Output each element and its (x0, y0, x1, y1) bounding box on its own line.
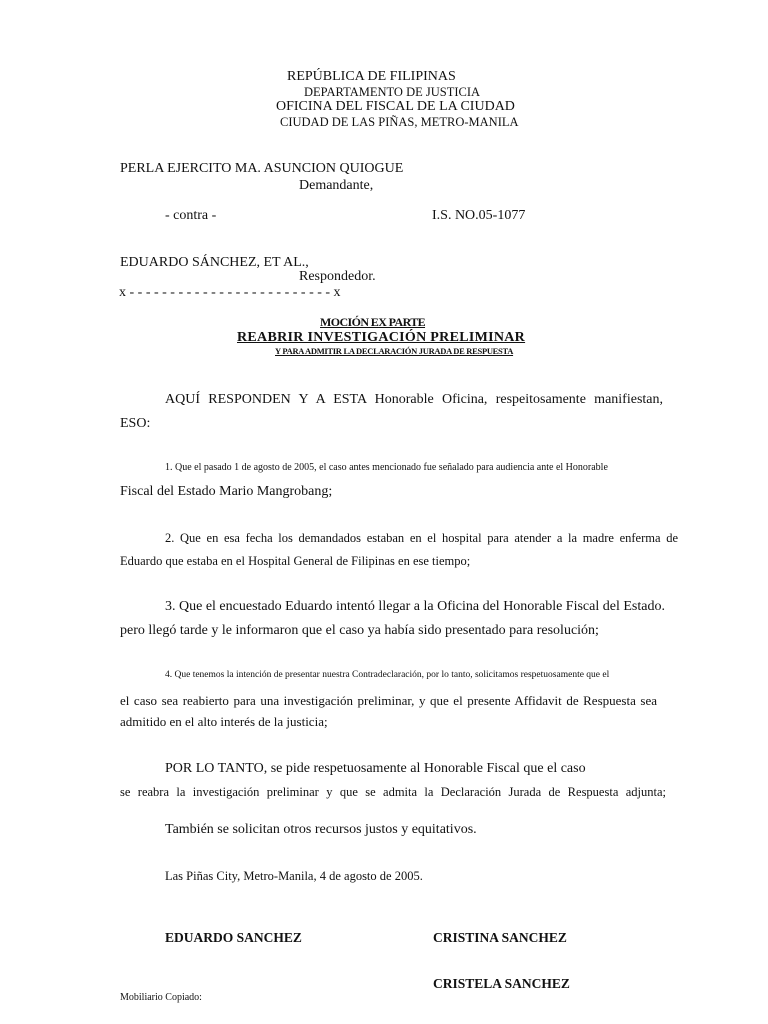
copy-note: Mobiliario Copiado: (120, 992, 202, 1003)
plaintiff-role: Demandante, (299, 178, 374, 193)
place-date: Las Piñas City, Metro-Manila, 4 de agosto de 2005. (165, 869, 423, 883)
para1-line2: Fiscal del Estado Mario Mangrobang; (120, 484, 333, 499)
para4-line2: el caso sea reabierto para una investigación preliminar, y que el presente Affidavit de Respuesta sea (120, 693, 657, 708)
para4-line1: 4. Que tenemos la intención de presentar nuestra Contradeclaración, por lo tanto, solicitamos respetuosamente que el (165, 670, 610, 680)
para4-line3: admitido en el alto interés de la justicia; (120, 714, 328, 729)
case-number: I.S. NO.05-1077 (432, 208, 526, 223)
other-relief: También se solicitan otros recursos justos y equitativos. (165, 822, 477, 837)
versus-label: - contra - (165, 208, 217, 223)
respondent-role: Respondedor. (299, 269, 376, 284)
title-reopen: REABRIR INVESTIGACIÓN PRELIMINAR (237, 330, 526, 345)
intro-line: AQUÍ RESPONDEN Y A ESTA Honorable Oficina, respeitosamente manifiestan, (165, 392, 663, 407)
header-city: CIUDAD DE LAS PIÑAS, METRO-MANILA (280, 115, 519, 129)
header-department: DEPARTAMENTO DE JUSTICIA (304, 85, 481, 99)
plaintiff-name: PERLA EJERCITO MA. ASUNCION QUIOGUE (120, 161, 404, 176)
para2-line1: 2. Que en esa fecha los demandados estaban en el hospital para atender a la madre enferma de (165, 531, 678, 545)
signatory-cristina: CRISTINA SANCHEZ (433, 930, 567, 945)
header-republic: REPÚBLICA DE FILIPINAS (287, 69, 456, 84)
prayer-line2: se reabra la investigación preliminar y que se admita la Declaración Jurada de Respuesta adjunta; (120, 785, 666, 799)
para1-line1: 1. Que el pasado 1 de agosto de 2005, el caso antes mencionado fue señalado para audiencia ante el Honorable (165, 462, 608, 473)
title-admit: Y PARA ADMITIR LA DECLARACIÓN JURADA DE RESPUESTA (275, 346, 514, 356)
title-motion: MOCIÓN EX PARTE (320, 315, 426, 329)
para3-line2: pero llegó tarde y le informaron que el caso ya había sido presentado para resolución; (120, 623, 599, 638)
para3-line1: 3. Que el encuestado Eduardo intentó llegar a la Oficina del Honorable Fiscal del Estado. (165, 599, 665, 614)
caption-separator: x - - - - - - - - - - - - - - - - - - - - - - - - - x (119, 285, 341, 300)
signatory-cristela: CRISTELA SANCHEZ (433, 976, 570, 991)
prayer-line1: POR LO TANTO, se pide respetuosamente al Honorable Fiscal que el caso (165, 761, 586, 776)
intro-eso: ESO: (120, 416, 151, 431)
signatory-eduardo: EDUARDO SANCHEZ (165, 930, 302, 945)
respondent-name: EDUARDO SÁNCHEZ, ET AL., (120, 255, 309, 270)
header-office: OFICINA DEL FISCAL DE LA CIUDAD (276, 99, 515, 114)
para2-line2: Eduardo que estaba en el Hospital General de Filipinas en ese tiempo; (120, 554, 471, 568)
